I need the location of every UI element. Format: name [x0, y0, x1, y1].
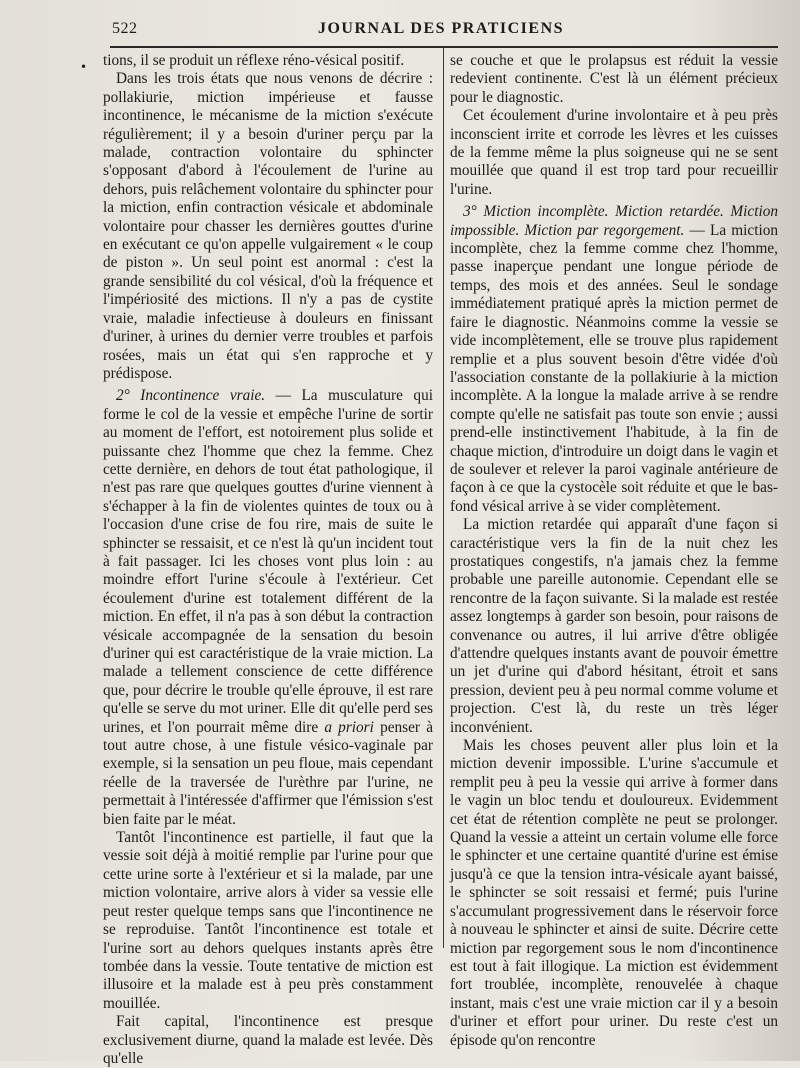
paragraph: Mais les choses peuvent aller plus loin et la miction devenir impossible. L'urine s'accumule et remplit peu à peu la vessie qui arrive à former dans le vagin un bloc tendu et douloureux. Evidemment cet état de rétention complète ne peut se prolonger. Quand la vessie a atteint un certain volume elle force le sphincter et une certaine quantité d'urine est émise jusqu'à ce que la tension intra-vésicale ayant baissé, le sphincter se soit ressaisi et fermé; puis l'urine s'accumulant progressivement dans le réservoir force à nouveau le sphincter et ainsi de suite. Décrire cette miction par regorgement sous le nom d'incontinence est tout à fait illogique. La miction est évidemment fort troublée, incomplète, renouvelée à chaque instant, mais c'est une vraie miction car il y a besoin d'uriner et effort pour uriner. Du reste c'est un épisode qu'on rencontre [450, 737, 778, 1049]
journal-title: JOURNAL DES PRATICIENS [317, 20, 565, 37]
margin-mark: • [80, 60, 88, 74]
section-heading: 2° Incontinence vraie. [116, 387, 266, 405]
page-number: 522 [112, 20, 138, 37]
column-divider [443, 48, 444, 948]
left-column [103, 52, 433, 1068]
paragraph: Tantôt l'incontinence est partielle, il faut que la vessie soit déjà à moitié remplie par l'urine pour que cette urine sorte à l'extérieur et si la malade, par une miction volontaire, arrive alors à vider sa vessie elle peut rester quelque temps sans que l'incontinence ne se reproduise. Tantôt l'incontinence est totale et l'urine sort au dehors quelques instants après être tombée dans la vessie. Toute tentative de miction est illusoire et la malade est à peu près constamment mouillée. [103, 829, 433, 1012]
paragraph: se couche et que le prolapsus est réduit la vessie redevient continente. C'est là un élément précieux pour le diagnostic. [450, 52, 778, 106]
italic-term: a priori [324, 718, 374, 736]
paragraph: Dans les trois états que nous venons de décrire : pollakiurie, miction impérieuse et fausse incontinence, le mécanisme de la miction s'exécute régulièrement; il y a besoin d'uriner perçu par la malade, contraction volontaire du sphincter s'opposant d'abord à l'écoulement de l'urine au dehors, puis relâchement volontaire du sphincter pour la miction, enfin contraction vésicale et abdominale volontaire pour chasser les dernières gouttes d'urine en exécutant ce qu'on appelle vulgairement « le coup de piston ». Un seul point est anormal : c'est la grande sensibilité du col vésical, d'où la fréquence et l'impériosité des mictions. Il n'y a pas de cystite vraie, maladie infectieuse à douleurs en finissant d'uriner, à urines du dernier verre troubles et parfois rosées, mais un état qui s'en rapproche et y prédispose. [103, 70, 433, 382]
section-text: — La musculature qui forme le col de la vessie et empêche l'urine de sortir au moment de l'effort, est notoirement plus solide et puissante chez l'homme que chez la femme. Chez cette dernière, en dehors de tout état pathologique, il n'est pas rare que quelques gouttes d'urine viennent à s'échapper à la fin de violentes quintes de toux ou à l'occasion d'une crise de fou rire, mais de suite le sphincter se ressaisit, et ce n'est là qu'un incident tout à fait passager. Ici les choses vont plus loin : au moindre effort l'urine s'écoule à l'extérieur. Cet écoulement d'urine est totalement différent de la miction. En effet, il n'a pas à son début la contraction vésicale accompagnée de la sensation du besoin d'uriner qui est caractéristique de la vraie miction. La malade a tellement conscience de cette différence que, pour décrire le trouble qu'elle éprouve, il est rare qu'elle se serve du mot uriner. Elle dit qu'elle perd ses urines, et l'on pourrait même dire [103, 387, 433, 736]
section-incontinence-vraie [103, 387, 433, 829]
section-heading: 3° Miction incomplète. Miction retardée. Miction impossible. Miction par regorgement. [450, 203, 778, 239]
section-text-tail: penser à tout autre chose, à une fistule vésico-vaginale par exemple, si la sensation un peu floue, mais cependant réelle de la traversée de l'urèthre par l'urine, ne permettait à l'intéressée d'affirmer que l'émission s'est bien faite par le méat. [103, 718, 433, 828]
section-miction-incomplete [450, 203, 778, 516]
header-rule [110, 46, 778, 48]
paragraph: tions, il se produit un réflexe réno-vésical positif. [103, 52, 405, 69]
paragraph: Cet écoulement d'urine involontaire et à peu près inconscient irrite et corrode les lèvres et les cuisses de la femme même la plus soigneuse qui ne se sent mouillée que quand il est trop tard pour recueillir l'urine. [450, 107, 778, 198]
section-text: — La miction incomplète, chez la femme comme chez l'homme, passe inaperçue pendant une longue période de temps, des mois et des années. Seul le sondage immédiatement pratiqué après la miction permet de faire le diagnostic. Néanmoins comme la vessie se vide incomplètement, elle se trouve plus rapidement remplie et a plus souvent besoin d'être vidée d'où l'association constante de la pollakiurie à la miction incomplète. A la longue la malade arrive à se rendre compte qu'elle ne satisfait pas toute son envie ; aussi prend-elle instinctivement l'habitude, à la fin de chaque miction, d'introduire un doigt dans le vagin et de soulever et relever la paroi vaginale antérieure de façon à ce que la cystocèle soit réduite et que le bas-fond vésical arrive à se vider complètement. [450, 221, 778, 515]
right-column [450, 52, 778, 1050]
paragraph: Fait capital, l'incontinence est presque exclusivement diurne, quand la malade est levée. Dès qu'elle [103, 1013, 433, 1067]
paragraph: La miction retardée qui apparaît d'une façon si caractéristique vers la fin de la nuit chez les prostatiques congestifs, n'a jamais chez la femme probable une pareille autonomie. Cependant elle se rencontre de la façon suivante. Si la malade est restée assez longtemps à garder son besoin, pour raisons de convenance ou autres, il lui arrive d'être obligée d'attendre quelques instants avant de pouvoir émettre un jet d'urine qui d'abord hésitant, étroit et sans pression, devient peu à peu normal comme volume et projection. C'est là, du reste un très léger inconvénient. [450, 516, 778, 736]
running-head [112, 20, 770, 44]
